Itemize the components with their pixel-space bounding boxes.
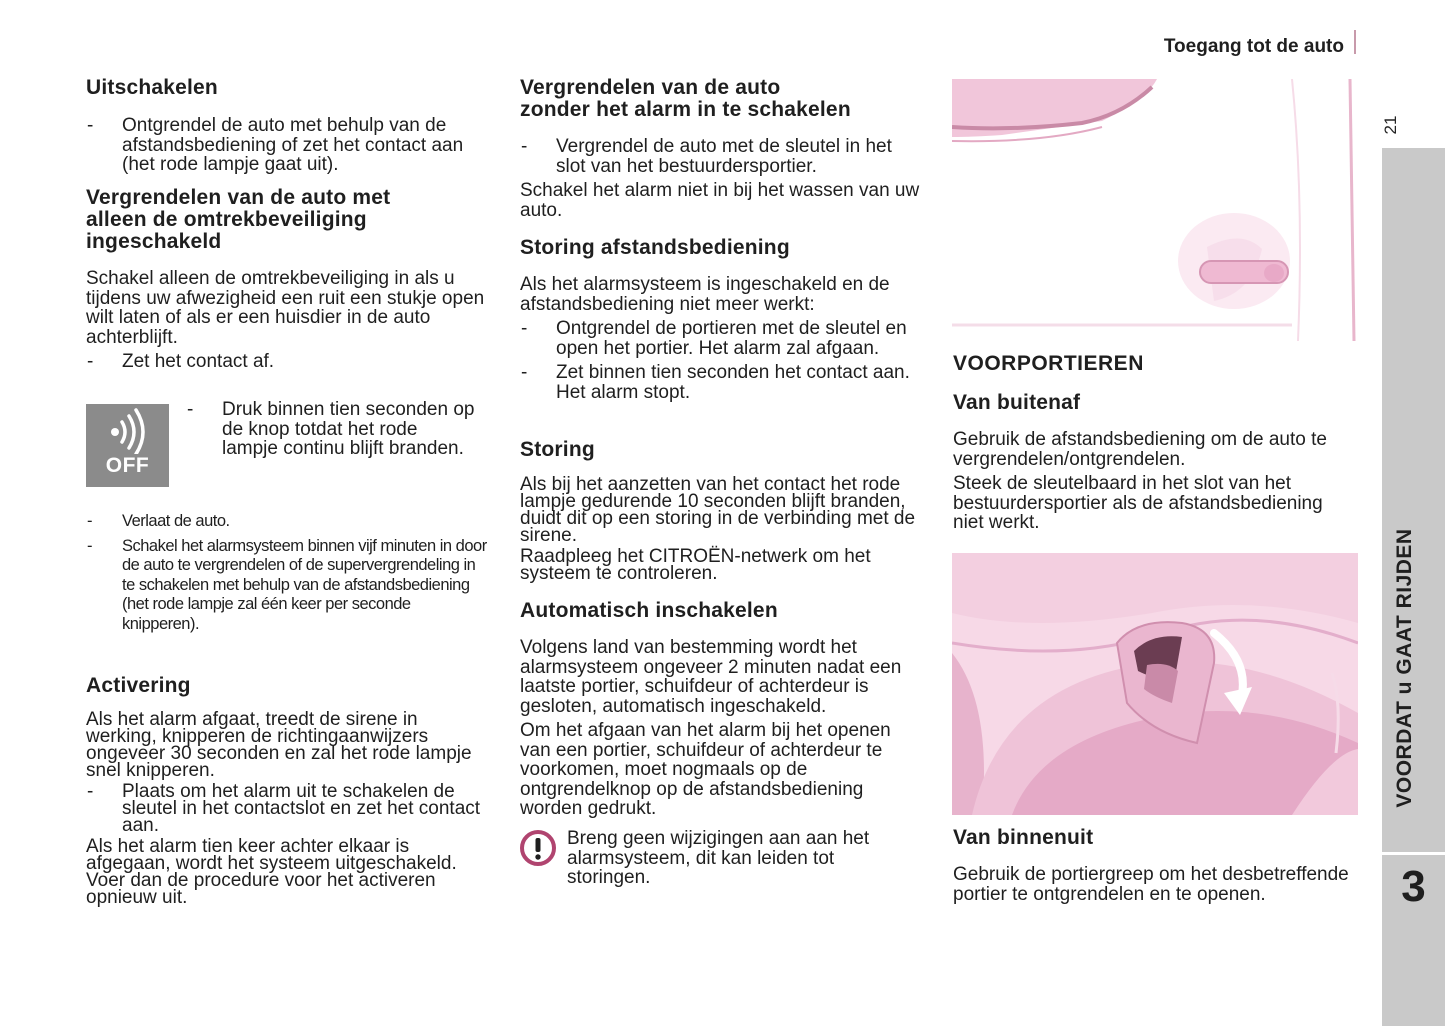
storing-afstandsbediening-intro: Als het alarmsysteem is ingeschakeld en de afstandsbediening niet meer werkt: [520,274,890,315]
warning-icon [520,830,556,866]
omtrek-icon-step [186,400,476,459]
automatisch-heading: Automatisch inschakelen [520,599,778,622]
van-binnenuit-text: Gebruik de portiergreep om het desbetreffende portier te ontgrendelen en te openen. [953,864,1349,905]
omtrek-small-steps [86,512,490,634]
uitschakelen-heading: Uitschakelen [86,76,218,99]
page-header-title: Toegang tot de auto [1163,36,1344,57]
list-item: - Vergrendel de auto met de sleutel in het slot van het bestuurdersportier. [520,137,926,176]
chapter-number: 3 [1401,862,1426,911]
automatisch-text: Volgens land van bestemming wordt het alarmsysteem ongeveer 2 minuten nadat een laatste portier, schuifdeur of achterdeur is gesloten, automatisch ingeschakeld. [520,637,902,717]
door-handle-exterior-illustration [952,79,1358,341]
list-item: - Plaats om het alarm uit te schakelen de sleutel in het contactslot en zet het contact aan. [86,783,490,834]
zonder-alarm-heading-line2: zonder het alarm in te schakelen [520,98,851,121]
storing-section [520,439,926,582]
omtrek-heading [86,187,490,253]
storing-advice: Raadpleeg het CITROËN-netwerk om het systeem te controleren. [520,546,871,584]
activering-intro: Als het alarm afgaat, treedt de sirene in werking, knipperen de richtingaanwijzers ongeveer 30 seconden en zal het rode lampje snel knipperen. [86,709,472,781]
van-buitenaf-heading: Van buitenaf [953,391,1081,414]
list-item: - Zet binnen tien seconden het contact aan. Het alarm stopt. [520,363,926,402]
list-item: - Druk binnen tien seconden op de knop totdat het rode lampje continu blijft branden. [186,400,476,459]
voorportieren-heading: VOORPORTIEREN [953,352,1144,375]
omtrek-heading-line1: Vergrendelen van de auto met [86,186,391,209]
alarm-off-button-icon [86,404,169,487]
list-item: - Schakel het alarmsysteem binnen vijf minuten in door de auto te vergrendelen of de supervergrendeling in te schakelen met behulp van de afstandsbediening (het rode lampje zal één keer per seconde knipperen). [86,537,490,635]
storing-heading: Storing [520,438,595,461]
chapter-label: VOORDAT u GAAT RIJDEN [1393,528,1416,808]
automatisch-section [520,600,926,819]
omtrek-heading-line3: ingeschakeld [86,230,222,253]
wireless-signal-icon [86,404,169,454]
storing-text: Als bij het aanzetten van het contact het rode lampje gedurende 10 seconden blijft branden, duidt dit op een storing in de verbinding met de sirene. [520,474,916,546]
warning-text: Breng geen wijzigingen aan aan het alarmsysteem, dit kan leiden tot storingen. [567,828,870,888]
storing-afstandsbediening-section [520,237,926,402]
zonder-alarm-section [520,77,926,220]
activering-note: Als het alarm tien keer achter elkaar is afgegaan, wordt het systeem uitgeschakeld. Voer dan de procedure voor het activeren opnieuw uit. [86,836,457,908]
list-item: - Ontgrendel de auto met behulp van de afstandsbediening of zet het contact aan (het rode lampje gaat uit). [86,116,490,175]
van-binnenuit-section [953,827,1353,904]
header-divider [1354,30,1356,54]
activering-heading: Activering [86,674,191,697]
van-buitenaf-key: Steek de sleutelbaard in het slot van het bestuurdersportier als de afstandsbediening niet werkt. [953,473,1323,533]
activering-section [86,675,490,906]
omtrek-section [86,187,490,372]
van-buitenaf-text: Gebruik de afstandsbediening om de auto te vergrendelen/ontgrendelen. [953,429,1327,470]
uitschakelen-section [86,77,490,175]
page-number: 21 [1381,115,1400,135]
automatisch-advice: Om het afgaan van het alarm bij het openen van een portier, schuifdeur of achterdeur te voorkomen, moet nogmaals op de ontgrendelknop op de afstandsbediening worden gedrukt. [520,720,891,819]
zonder-alarm-heading [520,77,926,121]
door-handle-interior-illustration [952,553,1358,815]
omtrek-heading-line2: alleen de omtrekbeveiliging [86,208,367,231]
list-item: - Verlaat de auto. [86,512,490,532]
van-binnenuit-heading: Van binnenuit [953,826,1094,849]
zonder-alarm-note: Schakel het alarm niet in bij het wassen van uw auto. [520,180,920,221]
list-item: - Ontgrendel de portieren met de sleutel en open het portier. Het alarm zal afgaan. [520,319,926,358]
list-item: - Zet het contact af. [86,352,490,372]
omtrek-intro: Schakel alleen de omtrekbeveiliging in als u tijdens uw afwezigheid een ruit een stukje open wilt laten of als er een huisdier in de auto achterblijft. [86,268,485,348]
warning-box [567,829,917,888]
zonder-alarm-heading-line1: Vergrendelen van de auto [520,76,781,99]
voorportieren-section [953,353,1353,533]
storing-afstandsbediening-heading: Storing afstandsbediening [520,236,790,259]
off-label: OFF [105,454,150,477]
